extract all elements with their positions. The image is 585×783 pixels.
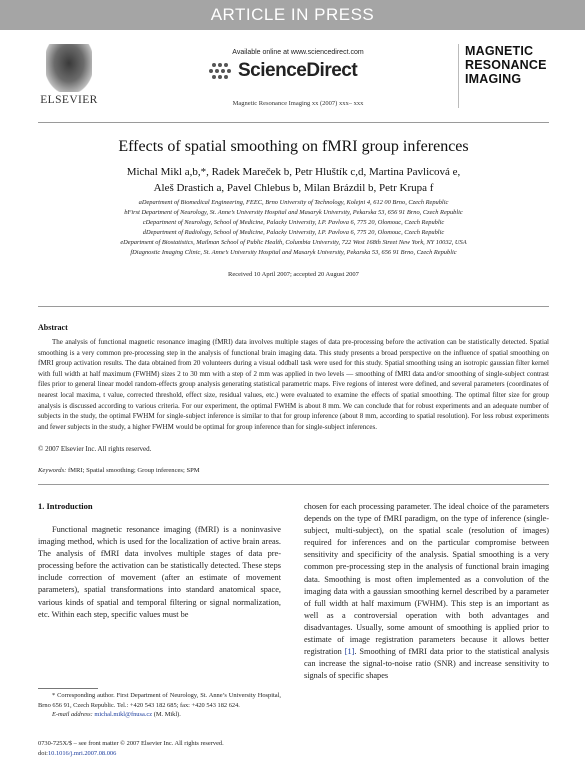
- journal-masthead: [38, 42, 550, 117]
- affiliation: cDepartment of Neurology, School of Medicine, Palacky University, I.P. Pavlova 6, 775 20, Olomouc, Czech Republic: [142, 219, 445, 226]
- sciencedirect-wordmark: ScienceDirect: [238, 60, 358, 81]
- sciencedirect-dots-icon: [208, 63, 236, 83]
- issn-footer: [38, 739, 298, 758]
- affiliation: dDepartment of Radiology, School of Medicine, Palacky University, I.P. Pavlova 6, 775 20, Olomouc, Czech Republic: [142, 229, 445, 236]
- article-in-press-banner: ARTICLE IN PRESS: [0, 0, 585, 30]
- doi-label: doi:: [38, 749, 48, 757]
- author-line: Aleš Drastich a, Pavel Chlebus b, Milan Brázdil b, Petr Krupa f: [153, 182, 434, 194]
- article-title: Effects of spatial smoothing on fMRI group inferences: [118, 138, 469, 155]
- email-label: E-mail address:: [52, 711, 93, 718]
- reference-link[interactable]: [1]: [344, 647, 355, 657]
- elsevier-tree-icon: [46, 44, 92, 92]
- keywords: [38, 467, 200, 474]
- received-dates: Received 10 April 2007; accepted 20 August 2007: [228, 271, 359, 278]
- abstract-heading: Abstract: [38, 323, 68, 332]
- affiliation: bFirst Department of Neurology, St. Anne’s University Hospital and Masaryk University, Pekarska 53, 656 91 Brno, Czech Republic: [124, 209, 463, 216]
- abstract-text: The analysis of functional magnetic resonance imaging (fMRI) data involves multiple stages of data pre-processing before the activation can be statistically detected. Spatial smoothing is a very common pre-processing step in the analysis of functional brain imaging data. This study presents a broad perspective on the influence of spatial smoothing on fMRI group activation results. The data obtained from 20 volunteers during a visual oddball task were used for this study. Spatial smoothing using an isotropic gaussian filter kernel with full width at half maximum (FWHM) sizes 2 to 30 mm with a step of 2 mm was applied in two levels — smoothing of fMRI data and/or smoothing of single-subject contrast files prior to general linear model random-effects group analysis generating statistical parametric maps. Five regions of interest were defined, and several parameters (coordinates of nearest local maxima, t value, corrected threshold, effect size, residual values, etc.) were evaluated to examine the effects of spatial smoothing. The optimal filter size for group analysis is discussed according to various criteria. For our experiment, the optimal FWHM is about 8 mm. We can conclude that for robust experiments and an adequate number of subjects in the study, the optimal FWHM for single-subject inference is similar to that for group inference (about 8 mm, according to spatial resolution). For less robust experiments and fewer subjects in the study, a higher FWHM would be optimal for group inference than for single-subject inferences.: [38, 338, 549, 431]
- email-line: [38, 710, 281, 720]
- footnote-text: * Corresponding author. First Department of Neurology, St. Anne’s University Hospital, Brno 656 91, Czech Republic. Tel.: +420 543 182 685; fax: +420 543 182 624.: [38, 692, 281, 709]
- author-line: Michal Mikl a,b,*, Radek Mareček b, Petr Hluštík c,d, Martina Pavlicová e,: [126, 166, 461, 178]
- keywords-list: fMRI; Spatial smoothing; Group inferences; SPM: [67, 467, 200, 474]
- sciencedirect-logo: [208, 60, 388, 86]
- doi-line: [38, 749, 298, 759]
- elsevier-wordmark: ELSEVIER: [40, 94, 98, 106]
- body-left-column: Functional magnetic resonance imaging (fMRI) is a noninvasive imaging method, which is used for the localization of active brain areas. The analysis of fMRI data involves multiple stages of data pre-processing before the activation can be statistically detected. These steps include correction of movement (after an estimate of movement parameters), spatial transformations into standard anatomical space, various kinds of spatial and temporal filtering or signal normalization, etc. Within each step, specific values must be: [38, 525, 281, 619]
- issn-line: 0730-725X/$ – see front matter © 2007 Elsevier Inc. All rights reserved.: [38, 740, 224, 747]
- affiliation: aDepartment of Biomedical Engineering, FEEC, Brno University of Technology, Kolejni 4, 612 00 Brno, Czech Republic: [138, 199, 449, 206]
- doi-link[interactable]: 10.1016/j.mri.2007.08.006: [47, 749, 117, 757]
- paragraph-text: chosen for each processing parameter. The ideal choice of the parameters depends on the type of fMRI paradigm, on the type of inference (single-subject, multi-subject), on the spatial scale (resolution of images) required for inferences and on the particular compromise between sensitivity and specificity of the analysis. Spatial smoothing is a very common pre-processing step in the analysis of functional brain imaging data. Smoothing is most often implemented as a convolution of the imaging data with a gaussian smoothing kernel described by a parameter of full width at half maximum (FWHM). This step is an important as well as a controversial operation with both advantages and disadvantages. Usually, some amount of smoothing is applied prior to estimate of image registration parameters because it allows better registration: [304, 502, 549, 657]
- author-list: [60, 164, 527, 196]
- affiliation: fDiagnostic Imaging Clinic, St. Anne’s University Hospital and Masaryk University, Pekarska 53, 656 91 Brno, Czech Republic: [130, 249, 457, 256]
- journal-citation-line: Magnetic Resonance Imaging xx (2007) xxx– xxx: [232, 100, 364, 107]
- email-suffix: (M. Mikl).: [153, 711, 181, 718]
- email-link[interactable]: michal.mikl@fnusa.cz: [94, 711, 153, 718]
- body-top-divider: [38, 484, 549, 485]
- section-heading: 1. Introduction: [38, 501, 93, 511]
- journal-logo: [458, 44, 552, 108]
- abstract-top-divider: [38, 306, 549, 307]
- header-divider: [38, 122, 549, 123]
- corresponding-author-footnote: [38, 691, 281, 720]
- abstract-copyright: © 2007 Elsevier Inc. All rights reserved.: [38, 445, 152, 453]
- journal-logo-line: RESONANCE: [465, 58, 547, 72]
- available-online-text: Available online at www.sciencedirect.com: [232, 49, 364, 56]
- paragraph-text: . Smoothing of fMRI data prior to the statistical analysis can increase the signal-to-noise ratio (SNR) and increase sensitivity to signals of specific shapes: [304, 647, 549, 681]
- body-right-column: [304, 501, 549, 682]
- journal-logo-line: MAGNETIC: [465, 44, 534, 58]
- elsevier-logo: [38, 42, 100, 110]
- affiliations: [38, 198, 549, 258]
- footnote-divider: [38, 688, 98, 689]
- journal-logo-line: IMAGING: [465, 72, 522, 86]
- affiliation: eDepartment of Biostatistics, Mailman School of Public Health, Columbia University, 722 West 168th Street New York, NY 10032, USA: [120, 239, 467, 246]
- keywords-label: Keywords:: [38, 467, 67, 474]
